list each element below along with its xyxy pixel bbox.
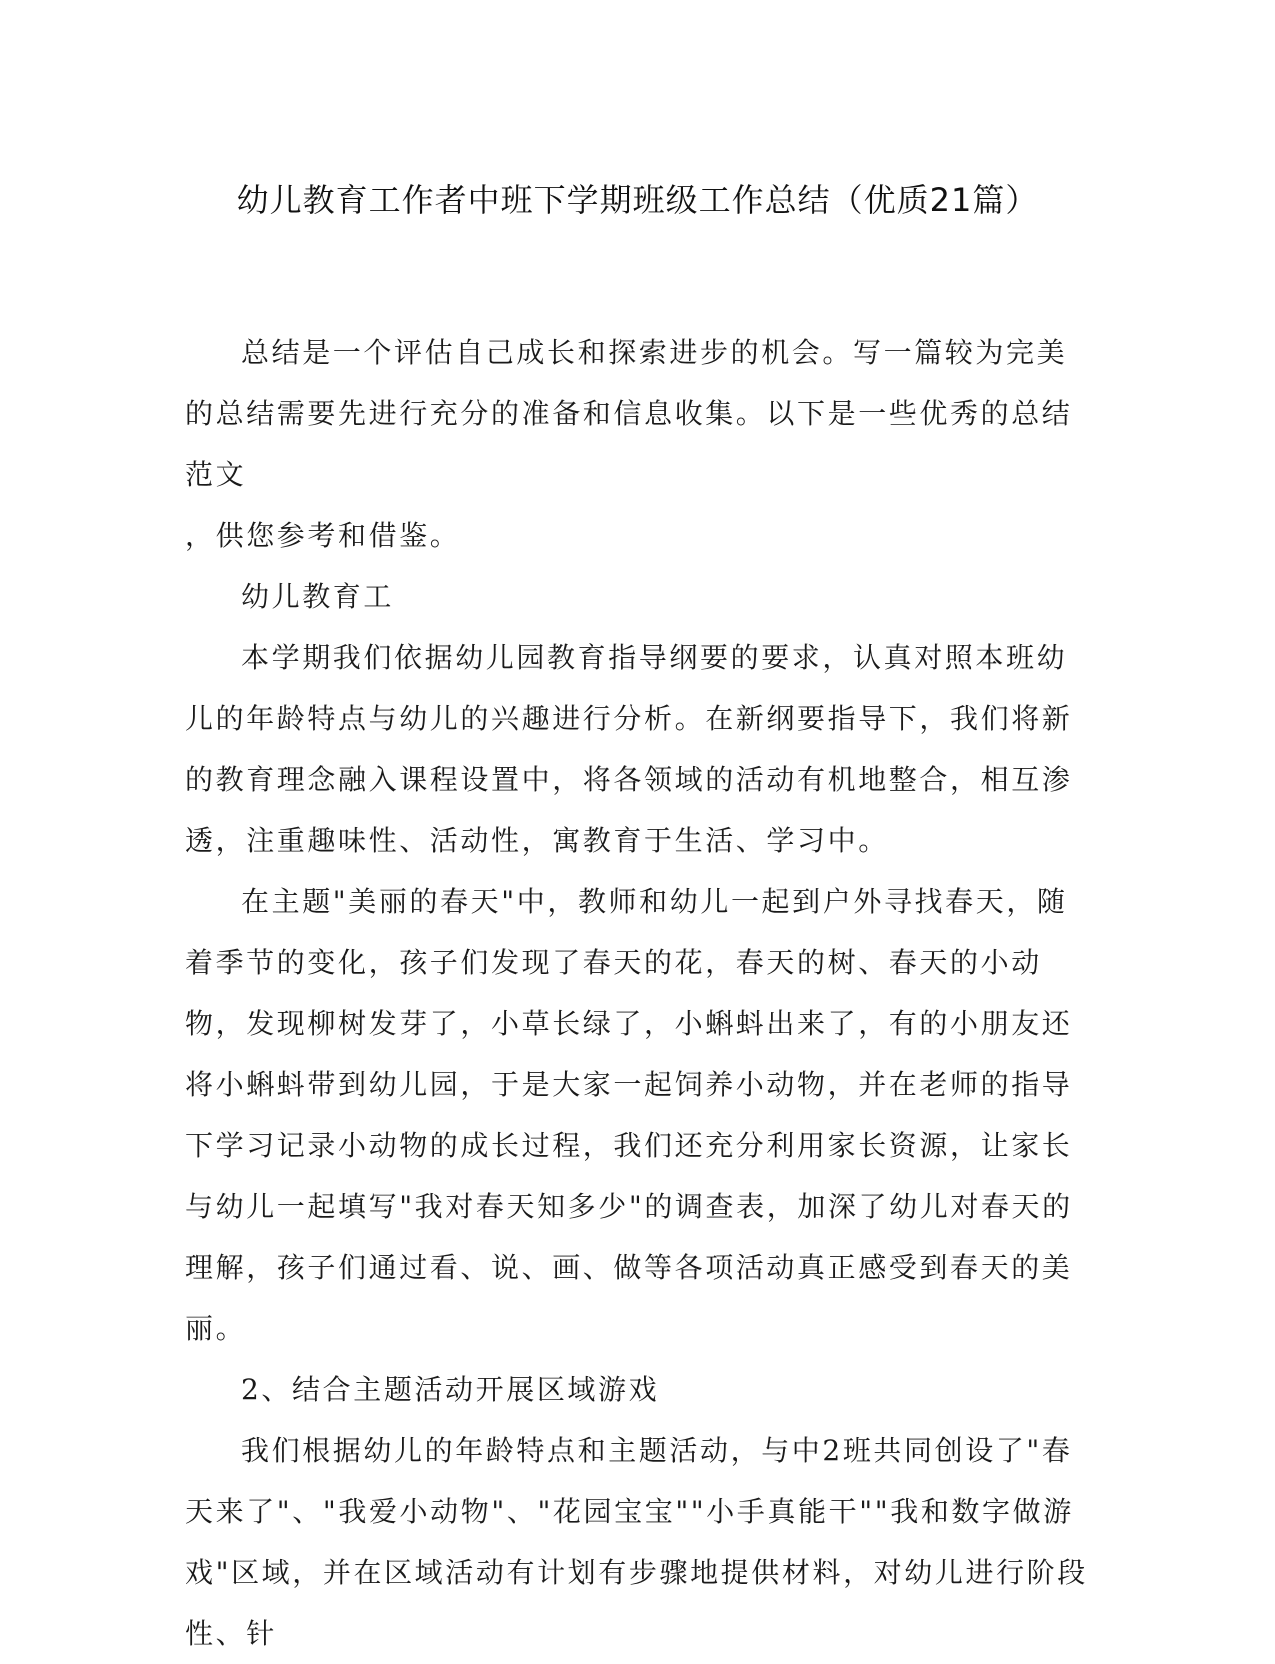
document-body (185, 322, 1090, 1664)
paragraph-section-2: 2、结合主题活动开展区域游戏 (241, 1373, 660, 1406)
paragraph-semester: 本学期我们依据幼儿园教育指导纲要的要求，认真对照本班幼儿的年龄特点与幼儿的兴趣进行分析。在新纲要指导下，我们将新的教育理念融入课程设置中，将各领域的活动有机地整合，相互渗透，注重趣味性、活动性，寓教育于生活、学习中。 (185, 641, 1073, 857)
document-title: 幼儿教育工作者中班下学期班级工作总结（优质21篇） (236, 181, 1039, 219)
paragraph-heading: 幼儿教育工 (241, 580, 395, 613)
paragraph-spring-theme: 在主题"美丽的春天"中，教师和幼儿一起到户外寻找春天，随着季节的变化，孩子们发现了春天的花，春天的树、春天的小动物，发现柳树发芽了，小草长绿了，小蝌蚪出来了，有的小朋友还将小蝌蚪带到幼儿园，于是大家一起饲养小动物，并在老师的指导下学习记录小动物的成长过程，我们还充分利用家长资源，让家长与幼儿一起填写"我对春天知多少"的调查表，加深了幼儿对春天的理解，孩子们通过看、说、画、做等各项活动真正感受到春天的美丽。 (185, 885, 1073, 1345)
paragraph-intro: 总结是一个评估自己成长和探索进步的机会。写一篇较为完美的总结需要先进行充分的准备和信息收集。以下是一些优秀的总结范文 ，供您参考和借鉴。 (185, 336, 1073, 552)
paragraph-area-games: 我们根据幼儿的年龄特点和主题活动，与中2班共同创设了"春天来了"、"我爱小动物"、"花园宝宝""小手真能干""我和数字做游戏"区域，并在区域活动有计划有步骤地提供材料，对幼儿进行阶段性、针 (185, 1434, 1088, 1650)
